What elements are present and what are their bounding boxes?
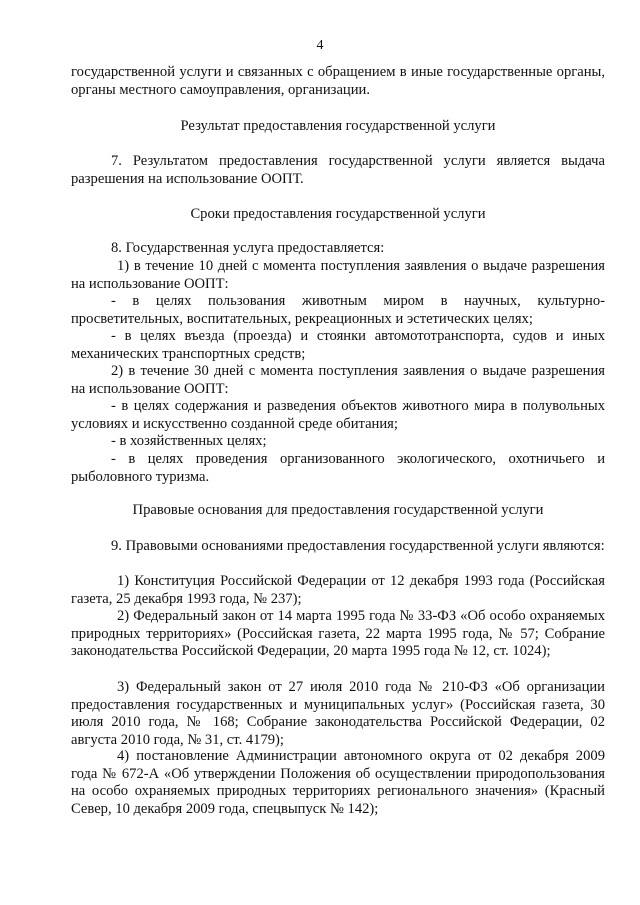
continuation-paragraph: государственной услуги и связанных с обращением в иные государственные органы, органы местного самоуправления, организации. — [71, 64, 605, 98]
paragraph-9: 9. Правовыми основаниями предоставления государственной услуги являются: — [111, 538, 605, 554]
heading-terms: Сроки предоставления государственной услуги — [190, 206, 486, 222]
law-item-3: 3) Федеральный закон от 27 июля 2010 года № 210-ФЗ «Об организации предоставления государственных и муниципальных услуг» (Российская газета, 30 июля 2010 года, № 168; Собрание законодательства Российской Федерации, 02 августа 2010 года, № 31, ст. 4179); — [71, 679, 605, 748]
term-item-1a: - в целях пользования животным миром в научных, культурно-просветительных, воспитательных, рекреационных и эстетических целях; — [71, 293, 605, 327]
term-item-2b: - в хозяйственных целях; — [111, 433, 267, 449]
law-item-4: 4) постановление Администрации автономного округа от 02 декабря 2009 года № 672-А «Об утверждении Положения об осуществлении природопользования на особо охраняемых природных территориях регионального значения» (Красный Север, 10 декабря 2009 года, спецвыпуск № 142); — [71, 748, 605, 817]
paragraph-7: 7. Результатом предоставления государственной услуги является выдача разрешения на использование ООПТ. — [71, 153, 605, 187]
term-item-2: 2) в течение 30 дней с момента поступления заявления о выдаче разрешения на использование ООПТ: — [71, 363, 605, 397]
law-item-1: 1) Конституция Российской Федерации от 12 декабря 1993 года (Российская газета, 25 декабря 1993 года, № 237); — [71, 573, 605, 607]
heading-result: Результат предоставления государственной услуги — [180, 118, 496, 134]
paragraph-8: 8. Государственная услуга предоставляется: — [111, 240, 385, 256]
term-item-2c: - в целях проведения организованного экологического, охотничьего и рыболовного туризма. — [71, 451, 605, 485]
heading-legal: Правовые основания для предоставления государственной услуги — [132, 502, 544, 518]
law-item-2: 2) Федеральный закон от 14 марта 1995 года № 33-ФЗ «Об особо охраняемых природных территориях» (Российская газета, 22 марта 1995 года, № 57; Собрание законодательства Российской Федерации, 20 марта 1995 года № 12, ст. 1024); — [71, 608, 605, 659]
page-number: 4 — [316, 38, 324, 53]
term-item-2a: - в целях содержания и разведения объектов животного мира в полувольных условиях и искусственно созданной среде обитания; — [71, 398, 605, 432]
term-item-1b: - в целях въезда (проезда) и стоянки автомототранспорта, судов и иных механических транспортных средств; — [71, 328, 605, 362]
term-item-1: 1) в течение 10 дней с момента поступления заявления о выдаче разрешения на использование ООПТ: — [71, 258, 605, 292]
